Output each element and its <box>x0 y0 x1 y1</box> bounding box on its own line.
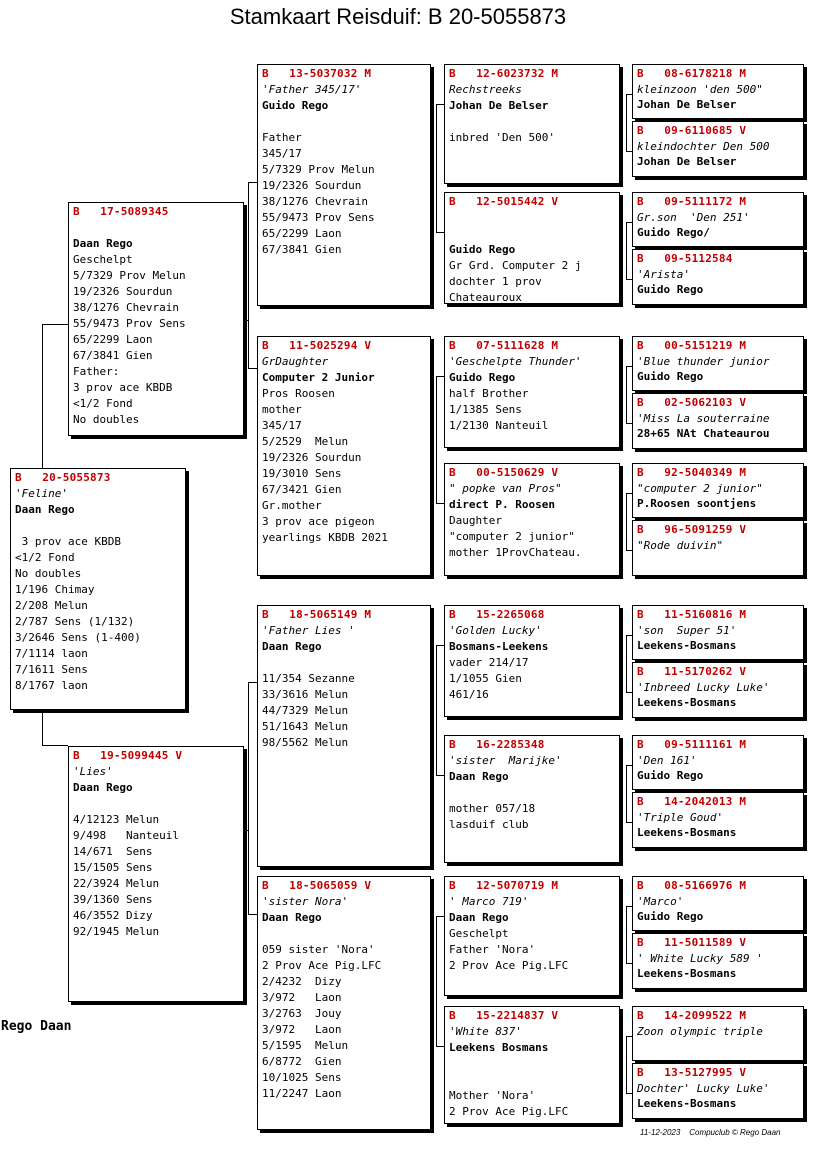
card-line: 2 Prov Ace Pig.LFC <box>262 959 382 972</box>
card-line: Bosmans-Leekens <box>449 640 549 653</box>
card-line: 'White 837' <box>449 1025 522 1038</box>
card-line <box>262 655 426 671</box>
card-line: 44/7329 Melun <box>262 704 349 717</box>
card-line: 'Miss La souterraine <box>637 412 770 425</box>
card-line <box>262 926 426 942</box>
ring-number: B 92-5040349 M <box>637 466 747 479</box>
connector-v <box>626 635 627 692</box>
pigeon-card-g12 <box>632 792 804 848</box>
pigeon-card-g3 <box>632 192 804 247</box>
card-line: 3/972 Laon <box>262 991 342 1004</box>
card-line <box>449 1072 615 1088</box>
ring-number: B 14-2099522 M <box>637 1009 747 1022</box>
card-line: 'sister Marijke' <box>449 754 562 767</box>
ring-number: B 09-5111172 M <box>637 195 747 208</box>
pigeon-card-mmf <box>444 876 620 996</box>
card-line: 2/4232 Dizy <box>262 975 342 988</box>
card-line <box>449 226 615 242</box>
ring-number: B 09-5112584 <box>637 252 733 265</box>
card-line: 5/2529 Melun <box>262 435 349 448</box>
ring-number: B 96-5091259 V <box>637 523 747 536</box>
card-line: 2 Prov Ace Pig.LFC <box>449 1105 569 1118</box>
card-line: Chateauroux <box>449 291 522 304</box>
card-line <box>73 220 239 236</box>
connector-h <box>248 914 257 915</box>
connector-v <box>436 916 437 1046</box>
connector-h <box>436 1046 444 1047</box>
connector-h <box>244 830 248 831</box>
connector-h <box>248 682 257 683</box>
card-line: 2/208 Melun <box>15 599 88 612</box>
card-line: 3 prov ace pigeon <box>262 515 375 528</box>
card-line: 22/3924 Melun <box>73 877 160 890</box>
card-line: ' Marco 719' <box>449 895 529 908</box>
card-line: 7/1114 laon <box>15 647 88 660</box>
card-line <box>449 210 615 226</box>
pigeon-card-g1 <box>632 64 804 119</box>
connector-h <box>436 376 444 377</box>
ring-number: B 00-5150629 V <box>449 466 559 479</box>
card-line: Computer 2 Junior <box>262 371 375 384</box>
card-line: Guido Rego <box>449 371 516 384</box>
connector-h <box>244 320 248 321</box>
ring-number: B 11-5011589 V <box>637 936 747 949</box>
pigeon-card-fmm <box>444 463 620 576</box>
card-line: 7/1611 Sens <box>15 663 88 676</box>
pigeon-card-g5 <box>632 336 804 391</box>
pigeon-card-g10 <box>632 662 804 718</box>
ring-number: B 14-2042013 M <box>637 795 747 808</box>
pigeon-card-ffm <box>444 192 620 304</box>
card-line: 15/1505 Sens <box>73 861 153 874</box>
pigeon-card-g13 <box>632 876 804 931</box>
ring-number: B 09-6110685 V <box>637 124 747 137</box>
connector-h <box>436 503 444 504</box>
card-line: Daan Rego <box>262 640 322 653</box>
card-line: 'sister Nora' <box>262 895 349 908</box>
card-line: Guido Rego <box>637 910 704 923</box>
ring-number: B 12-6023732 M <box>449 67 559 80</box>
card-line: 'Feline' <box>15 487 68 500</box>
ring-number: B 15-2265068 <box>449 608 545 621</box>
card-line: Geschelpt <box>449 927 509 940</box>
card-line: 5/7329 Prov Melun <box>73 269 186 282</box>
card-line: 'Geschelpte Thunder' <box>449 355 582 368</box>
pigeon-card-g2 <box>632 121 804 177</box>
card-line: 67/3841 Gien <box>262 243 342 256</box>
pigeon-card-mf <box>257 605 431 867</box>
ring-number: B 15-2214837 V <box>449 1009 559 1022</box>
connector-h <box>42 324 68 325</box>
pigeon-card-mmm <box>444 1006 620 1124</box>
card-line: 'Arista' <box>637 268 690 281</box>
ring-number: B 11-5160816 M <box>637 608 747 621</box>
card-line: 55/9473 Prov Sens <box>73 317 186 330</box>
card-line: lasduif club <box>449 818 529 831</box>
connector-v <box>436 376 437 503</box>
card-line: Leekens-Bosmans <box>637 967 737 980</box>
card-line: 39/1360 Sens <box>73 893 153 906</box>
card-line: 67/3421 Gien <box>262 483 342 496</box>
pigeon-card-mother <box>68 746 244 1002</box>
card-line: Dochter' Lucky Luke' <box>637 1082 770 1095</box>
card-line: 14/671 Sens <box>73 845 153 858</box>
connector-v <box>42 710 43 746</box>
ring-number: B 07-5111628 M <box>449 339 559 352</box>
card-line: Daughter <box>449 514 502 527</box>
card-line: 1/2130 Nanteuil <box>449 419 549 432</box>
card-line: 'Lies' <box>73 765 113 778</box>
card-line: mother 1ProvChateau. <box>449 546 582 559</box>
pigeon-card-mfm <box>444 735 620 863</box>
pigeon-card-father <box>68 202 244 436</box>
connector-v <box>248 182 249 368</box>
card-line: Guido Rego <box>262 99 329 112</box>
card-line: 46/3552 Dizy <box>73 909 153 922</box>
connector-h <box>42 745 68 746</box>
card-line: dochter 1 prov <box>449 275 542 288</box>
card-line: 2/787 Sens (1/132) <box>15 615 135 628</box>
card-line: yearlings KBDB 2021 <box>262 531 388 544</box>
card-line: 28+65 NAt Chateaurou <box>637 427 770 440</box>
connector-h <box>248 368 257 369</box>
pigeon-card-ff <box>257 64 431 306</box>
pigeon-card-mm <box>257 876 431 1130</box>
pigeon-card-g7 <box>632 463 804 518</box>
card-line: 38/1276 Chevrain <box>262 195 368 208</box>
card-line: 1/1385 Sens <box>449 403 522 416</box>
card-line <box>262 114 426 130</box>
card-line: 4/12123 Melun <box>73 813 160 826</box>
card-line: Daan Rego <box>73 237 133 250</box>
card-line: Johan De Belser <box>637 155 737 168</box>
card-line: 'Father 345/17' <box>262 83 362 96</box>
card-line: 2 Prov Ace Pig.LFC <box>449 959 569 972</box>
card-line: 345/17 <box>262 419 302 432</box>
connector-v <box>436 645 437 775</box>
card-line: mother <box>262 403 302 416</box>
card-line: "computer 2 junior" <box>449 530 575 543</box>
pigeon-card-g11 <box>632 735 804 790</box>
card-line: 65/2299 Laon <box>262 227 342 240</box>
connector-v <box>42 324 43 468</box>
card-line: Johan De Belser <box>637 98 737 111</box>
pigeon-card-subject <box>10 468 186 710</box>
card-line: 98/5562 Melun <box>262 736 349 749</box>
ring-number: B 13-5037032 M <box>262 67 372 80</box>
card-line: Daan Rego <box>449 770 509 783</box>
card-line: Zoon olympic triple <box>637 1025 763 1038</box>
ring-number: B 11-5025294 V <box>262 339 372 352</box>
ring-number: B 20-5055873 <box>15 471 111 484</box>
card-line: Geschelpt <box>73 253 133 266</box>
card-line: <1/2 Fond <box>73 397 133 410</box>
card-line: 92/1945 Melun <box>73 925 160 938</box>
ring-number: B 08-6178218 M <box>637 67 747 80</box>
card-line: 'Golden Lucky' <box>449 624 542 637</box>
card-line: 19/3010 Sens <box>262 467 342 480</box>
card-line: Daan Rego <box>262 911 322 924</box>
card-line: Pros Roosen <box>262 387 335 400</box>
card-line: No doubles <box>15 567 82 580</box>
card-line: GrDaughter <box>262 355 329 368</box>
pigeon-card-fmf <box>444 336 620 448</box>
card-line: Leekens-Bosmans <box>637 826 737 839</box>
card-line: Guido Rego <box>637 370 704 383</box>
card-line: Father: <box>73 365 120 378</box>
connector-v <box>626 906 627 963</box>
card-line: 'Marco' <box>637 895 684 908</box>
card-line: 345/17 <box>262 147 302 160</box>
card-line: 3 prov ace KBDB <box>73 381 173 394</box>
card-line: Daan Rego <box>15 503 75 516</box>
pigeon-card-fm <box>257 336 431 576</box>
card-line: 55/9473 Prov Sens <box>262 211 375 224</box>
card-line: 11/354 Sezanne <box>262 672 355 685</box>
ring-number: B 09-5111161 M <box>637 738 747 751</box>
ring-number: B 11-5170262 V <box>637 665 747 678</box>
card-line: 5/1595 Melun <box>262 1039 349 1052</box>
card-line: Leekens Bosmans <box>449 1041 549 1054</box>
card-line: 67/3841 Gien <box>73 349 153 362</box>
card-line: inbred 'Den 500' <box>449 131 555 144</box>
card-line: 38/1276 Chevrain <box>73 301 179 314</box>
pigeon-card-mff <box>444 605 620 717</box>
card-line <box>15 518 181 534</box>
card-line: 'Triple Goud' <box>637 811 724 824</box>
connector-v <box>436 104 437 232</box>
card-line: 059 sister 'Nora' <box>262 943 375 956</box>
connector-v <box>626 493 627 550</box>
connector-v <box>626 222 627 279</box>
card-line: Guido Rego <box>637 283 704 296</box>
card-line: Father 'Nora' <box>449 943 536 956</box>
card-line <box>449 1056 615 1072</box>
card-line: 19/2326 Sourdun <box>262 451 362 464</box>
card-line: 51/1643 Melun <box>262 720 349 733</box>
card-line: Leekens-Bosmans <box>637 696 737 709</box>
card-line: Johan De Belser <box>449 99 549 112</box>
connector-v <box>626 94 627 151</box>
ring-number: B 02-5062103 V <box>637 396 747 409</box>
card-line: 19/2326 Sourdun <box>262 179 362 192</box>
connector-h <box>248 182 257 183</box>
card-line: 9/498 Nanteuil <box>73 829 179 842</box>
ring-number: B 16-2285348 <box>449 738 545 751</box>
connector-h <box>436 775 444 776</box>
card-line: 33/3616 Melun <box>262 688 349 701</box>
card-line: 3/972 Laon <box>262 1023 342 1036</box>
card-line: Daan Rego <box>73 781 133 794</box>
card-line: 10/1025 Sens <box>262 1071 342 1084</box>
card-line <box>449 785 615 801</box>
card-line: Gr.son 'Den 251' <box>637 211 750 224</box>
card-line: Guido Rego <box>449 243 516 256</box>
ring-number: B 08-5166976 M <box>637 879 747 892</box>
owner-name: Rego Daan <box>1 1019 72 1034</box>
card-line: Father <box>262 131 302 144</box>
connector-h <box>436 104 444 105</box>
card-line: Daan Rego <box>449 911 509 924</box>
pigeon-card-g16 <box>632 1063 804 1119</box>
pigeon-card-g14 <box>632 933 804 989</box>
connector-v <box>626 366 627 423</box>
connector-v <box>626 765 627 822</box>
card-line: No doubles <box>73 413 140 426</box>
ring-number: B 17-5089345 <box>73 205 169 218</box>
ring-number: B 12-5070719 M <box>449 879 559 892</box>
card-line: 19/2326 Sourdun <box>73 285 173 298</box>
card-line: 'Inbreed Lucky Luke' <box>637 681 770 694</box>
card-line: 'son Super 51' <box>637 624 737 637</box>
card-line: 65/2299 Laon <box>73 333 153 346</box>
footer-credit: 11-12-2023 Compuclub © Rego Daan <box>640 1128 781 1137</box>
card-line: kleindochter Den 500 <box>637 140 770 153</box>
connector-v <box>248 682 249 914</box>
card-line: 'Father Lies ' <box>262 624 355 637</box>
card-line: kleinzoon 'den 500" <box>637 83 763 96</box>
card-line: 5/7329 Prov Melun <box>262 163 375 176</box>
card-line: 3 prov ace KBDB <box>15 535 121 548</box>
ring-number: B 12-5015442 V <box>449 195 559 208</box>
card-line: 1/1055 Gien <box>449 672 522 685</box>
card-line: 'Blue thunder junior <box>637 355 770 368</box>
card-line: vader 214/17 <box>449 656 529 669</box>
card-line: 461/16 <box>449 688 489 701</box>
ring-number: B 13-5127995 V <box>637 1066 747 1079</box>
card-line: 3/2646 Sens (1-400) <box>15 631 141 644</box>
card-line: 11/2247 Laon <box>262 1087 342 1100</box>
card-line: Guido Rego/ <box>637 226 710 239</box>
connector-h <box>436 232 444 233</box>
connector-v <box>626 1036 627 1093</box>
card-line <box>73 796 239 812</box>
card-line: <1/2 Fond <box>15 551 75 564</box>
pigeon-card-g6 <box>632 393 804 449</box>
card-line: Leekens-Bosmans <box>637 639 737 652</box>
card-line: 1/196 Chimay <box>15 583 95 596</box>
card-line: 'Den 161' <box>637 754 697 767</box>
ring-number: B 18-5065149 M <box>262 608 372 621</box>
pigeon-card-g4 <box>632 249 804 305</box>
card-line: Rechstreeks <box>449 83 522 96</box>
pigeon-card-g8 <box>632 520 804 576</box>
card-line: Leekens-Bosmans <box>637 1097 737 1110</box>
card-line: " popke van Pros" <box>449 482 562 495</box>
ring-number: B 00-5151219 M <box>637 339 747 352</box>
card-line: 3/2763 Jouy <box>262 1007 342 1020</box>
ring-number: B 19-5099445 V <box>73 749 183 762</box>
pigeon-card-g9 <box>632 605 804 660</box>
card-line: ' White Lucky 589 ' <box>637 952 763 965</box>
card-line: half Brother <box>449 387 529 400</box>
card-line: "Rode duivin" <box>637 539 724 552</box>
page-title: Stamkaart Reisduif: B 20-5055873 <box>229 4 567 29</box>
pigeon-card-fff <box>444 64 620 184</box>
card-line: Gr Grd. Computer 2 j <box>449 259 582 272</box>
card-line: Mother 'Nora' <box>449 1089 536 1102</box>
card-line: 8/1767 laon <box>15 679 88 692</box>
pigeon-card-g15 <box>632 1006 804 1061</box>
card-line: P.Roosen soontjens <box>637 497 757 510</box>
card-line: 6/8772 Gien <box>262 1055 342 1068</box>
card-line: direct P. Roosen <box>449 498 555 511</box>
card-line: Guido Rego <box>637 769 704 782</box>
connector-h <box>436 645 444 646</box>
connector-h <box>436 916 444 917</box>
card-line: "computer 2 junior" <box>637 482 763 495</box>
card-line: mother 057/18 <box>449 802 536 815</box>
card-line <box>449 114 615 130</box>
ring-number: B 18-5065059 V <box>262 879 372 892</box>
card-line: Gr.mother <box>262 499 322 512</box>
